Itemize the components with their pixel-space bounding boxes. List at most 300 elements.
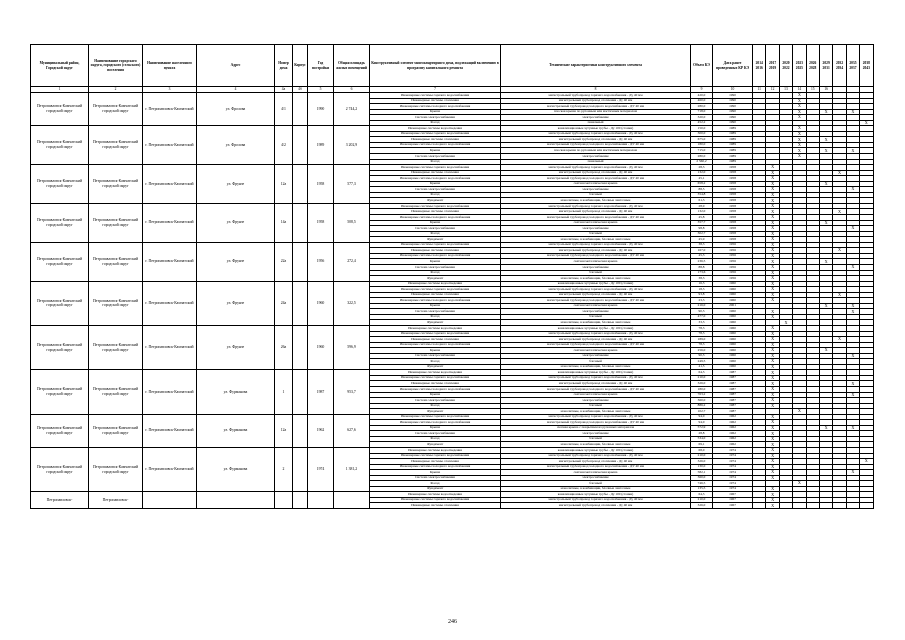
- column-header: 2038 2043: [860, 45, 873, 87]
- characteristic-cell: канализационные чугунные трубы - Ду 100 (стояки): [501, 448, 691, 454]
- element-cell: Фасад: [370, 403, 501, 409]
- repair-date-cell: 1958: [713, 187, 753, 193]
- column-header: 2014 2016: [753, 45, 766, 87]
- volume-cell: 216,0: [691, 303, 713, 309]
- element-cell: Система электроснабжения: [370, 431, 501, 437]
- period-mark-cell: X: [766, 442, 779, 448]
- repair-date-cell: 1960: [713, 342, 753, 348]
- volume-cell: 210,0: [691, 497, 713, 503]
- column-number: 4а: [275, 87, 293, 93]
- element-cell: Инженерные системы водоотведения: [370, 281, 501, 287]
- element-cell: Инженерные системы горячего водоснабжения: [370, 497, 501, 503]
- column-number: 14: [793, 87, 806, 93]
- element-cell: Инженерные системы отопления: [370, 209, 501, 215]
- repair-date-cell: 1958: [713, 215, 753, 221]
- characteristic-cell: магистральный трубопровод отопления - Дү 40 мм: [501, 337, 691, 343]
- repair-date-cell: 1958: [713, 231, 753, 237]
- element-cell: Инженерные системы холодного водоснабжения: [370, 298, 501, 304]
- column-header: Муниципальный район, Городской округ: [31, 45, 89, 87]
- volume-cell: 173,6: [691, 270, 713, 276]
- period-mark-cell: X: [766, 342, 779, 348]
- table-body: [31, 93, 874, 509]
- volume-cell: 90,3: [691, 309, 713, 315]
- settlement-cell: Петропавловск-Камчатский городской округ: [89, 325, 143, 369]
- building-cell: [293, 492, 308, 509]
- volume-cell: 45,3: [691, 253, 713, 259]
- repair-date-cell: 1960: [713, 337, 753, 343]
- repair-date-cell: 1987: [713, 386, 753, 392]
- building-cell: [293, 93, 308, 126]
- period-mark-cell: X: [819, 259, 832, 265]
- district-cell: Петропавловск-Камчатский городской округ: [31, 281, 89, 325]
- volume-cell: 675,0: [691, 137, 713, 143]
- register-table: [30, 44, 874, 509]
- period-mark-cell: X: [819, 220, 832, 226]
- settlement-cell: Петропавловск-Камчатский городской округ: [89, 370, 143, 414]
- characteristic-cell: скатная металлическая крыша: [501, 348, 691, 354]
- volume-cell: 94,0: [691, 420, 713, 426]
- element-cell: Крыша: [370, 259, 501, 265]
- period-mark-cell: X: [793, 115, 806, 121]
- build-year-cell: 1989: [308, 126, 334, 165]
- period-mark-cell: X: [766, 248, 779, 254]
- column-number: 2: [89, 87, 143, 93]
- characteristic-cell: монолитные, в комбинации, блочные ленточные: [501, 409, 691, 415]
- period-mark-cell: X: [766, 459, 779, 465]
- build-year-cell: 1962: [308, 414, 334, 447]
- period-mark-cell: X: [766, 215, 779, 221]
- element-cell: Инженерные системы горячего водоснабжения: [370, 453, 501, 459]
- column-header: 2020 2022: [779, 45, 792, 87]
- repair-date-cell: 1956: [713, 276, 753, 282]
- column-header: 2026 2028: [806, 45, 819, 87]
- element-cell: Фасад: [370, 231, 501, 237]
- characteristic-cell: магистральный трубопровод горячего водоснабжения - Дү 40 мм: [501, 203, 691, 209]
- column-number: 11: [753, 87, 766, 93]
- volume-cell: 38,3: [691, 276, 713, 282]
- period-mark-cell: X: [766, 198, 779, 204]
- repair-date-cell: 1974: [713, 459, 753, 465]
- element-cell: Фундамент: [370, 198, 501, 204]
- repair-date-cell: 1962: [713, 436, 753, 442]
- volume-cell: 452,2: [691, 120, 713, 126]
- column-header: Год постройки: [308, 45, 334, 87]
- street-cell: ул. Фрунзе: [197, 203, 275, 242]
- volume-cell: 28,8: [691, 431, 713, 437]
- characteristic-cell: блочный: [501, 192, 691, 198]
- period-mark-cell: X: [846, 470, 859, 476]
- repair-date-cell: 1989: [713, 154, 753, 160]
- street-cell: ул. Фрунзе: [197, 325, 275, 369]
- period-mark-cell: X: [833, 170, 846, 176]
- column-header: Дата ранее проведенных КР КЭ: [713, 45, 753, 87]
- column-header: Адрес: [197, 45, 275, 87]
- element-cell: Фундамент: [370, 320, 501, 326]
- column-number: 9: [691, 87, 713, 93]
- living-area-cell: 508,5: [334, 203, 370, 242]
- volume-cell: 18,3: [691, 287, 713, 293]
- repair-date-cell: 1958: [713, 226, 753, 232]
- element-cell: Крыша: [370, 181, 501, 187]
- volume-cell: 69,1: [691, 442, 713, 448]
- characteristic-cell: магистральный трубопровод горячего водоснабжения - Дү 40 мм: [501, 331, 691, 337]
- element-cell: Система электроснабжения: [370, 187, 501, 193]
- element-cell: Инженерные системы водоотведения: [370, 492, 501, 498]
- page-number: 246: [448, 619, 457, 625]
- repair-date-cell: 1960: [713, 325, 753, 331]
- volume-cell: 45,9: [691, 237, 713, 243]
- element-cell: Инженерные системы водоотведения: [370, 325, 501, 331]
- period-mark-cell: X: [766, 325, 779, 331]
- period-mark-cell: X: [766, 348, 779, 354]
- volume-cell: 420,0: [691, 93, 713, 99]
- volume-cell: 23,3: [691, 298, 713, 304]
- element-cell: Фасад: [370, 314, 501, 320]
- repair-date-cell: 1960: [713, 359, 753, 365]
- repair-date-cell: 1956: [713, 253, 753, 259]
- repair-date-cell: 1956: [713, 264, 753, 270]
- element-cell: Инженерные системы отопления: [370, 337, 501, 343]
- characteristic-cell: магистральный трубопровод отопления - Дү 40 мм: [501, 98, 691, 104]
- element-cell: Инженерные системы холодного водоснабжения: [370, 420, 501, 426]
- repair-date-cell: 1958: [713, 209, 753, 215]
- district-cell: Петропавловск-Камчатский городской округ: [31, 370, 89, 414]
- repair-date-cell: 1956: [713, 259, 753, 265]
- period-mark-cell: X: [793, 109, 806, 115]
- district-cell: Петропавловск-Камчатский городской округ: [31, 165, 89, 204]
- element-cell: Система электроснабжения: [370, 226, 501, 232]
- period-mark-cell: X: [793, 131, 806, 137]
- period-mark-cell: X: [766, 259, 779, 265]
- volume-cell: 236,5: [691, 259, 713, 265]
- volume-cell: 718,0: [691, 109, 713, 115]
- house-number-cell: 4/1: [275, 93, 293, 126]
- characteristic-cell: магистральный трубопровод отопления - Дү 40 мм: [501, 503, 691, 509]
- build-year-cell: 1974: [308, 448, 334, 492]
- column-number: 3: [143, 87, 197, 93]
- characteristic-cell: магистральный трубопровод горячего водоснабжения - Дү 40 мм: [501, 242, 691, 248]
- building-cell: [293, 325, 308, 369]
- house-number-cell: 26а: [275, 325, 293, 369]
- period-mark-cell: X: [766, 231, 779, 237]
- period-mark-cell: X: [846, 392, 859, 398]
- district-cell: Петропавловск-Камчатский городской округ: [31, 414, 89, 447]
- column-header: Технические характеристики конструктивного элемента: [501, 45, 691, 87]
- column-number: 6: [334, 87, 370, 93]
- repair-date-cell: 1974: [713, 470, 753, 476]
- living-area-cell: 577,3: [334, 165, 370, 204]
- characteristic-cell: панельный: [501, 159, 691, 165]
- repair-date-cell: 1974: [713, 486, 753, 492]
- living-area-cell: 1 381,2: [334, 448, 370, 492]
- period-mark-cell: X: [766, 170, 779, 176]
- characteristic-cell: магистральный трубопровод горячего водоснабжения - Дү 40 мм: [501, 131, 691, 137]
- volume-cell: 135,5: [691, 486, 713, 492]
- period-mark-cell: X: [766, 187, 779, 193]
- repair-date-cell: 1990: [713, 93, 753, 99]
- build-year-cell: 1958: [308, 203, 334, 242]
- volume-cell: 78,3: [691, 325, 713, 331]
- period-mark-cell: X: [766, 353, 779, 359]
- period-mark-cell: X: [766, 370, 779, 376]
- period-mark-cell: X: [766, 503, 779, 509]
- volume-cell: 210,0: [691, 453, 713, 459]
- period-mark-cell: X: [819, 348, 832, 354]
- build-year-cell: 1958: [308, 165, 334, 204]
- repair-date-cell: 1967: [713, 492, 753, 498]
- house-number-cell: 22а: [275, 242, 293, 281]
- element-cell: Фундамент: [370, 237, 501, 243]
- characteristic-cell: магистральный трубопровод горячего водоснабжения - Дү 40 мм: [501, 93, 691, 99]
- volume-cell: 61,3: [691, 198, 713, 204]
- repair-date-cell: 1958: [713, 165, 753, 171]
- volume-cell: 16,3: [691, 281, 713, 287]
- characteristic-cell: скатная металлическая крыша: [501, 181, 691, 187]
- volume-cell: 300,0: [691, 131, 713, 137]
- element-cell: Инженерные системы водоотведения: [370, 370, 501, 376]
- volume-cell: 88,8: [691, 264, 713, 270]
- living-area-cell: 322,5: [334, 281, 370, 325]
- period-mark-cell: X: [779, 320, 792, 326]
- street-cell: ул. Фролова: [197, 93, 275, 126]
- volume-cell: 41,5: [691, 364, 713, 370]
- house-number-cell: 14а: [275, 203, 293, 242]
- period-mark-cell: X: [793, 148, 806, 154]
- characteristic-cell: электроснабжение: [501, 353, 691, 359]
- characteristic-cell: скатная металлическая крыша: [501, 303, 691, 309]
- element-cell: Крыша: [370, 348, 501, 354]
- period-mark-cell: X: [833, 337, 846, 343]
- period-mark-cell: X: [846, 109, 859, 115]
- column-header: Общая площадь жилых помещений: [334, 45, 370, 87]
- volume-cell: 180,0: [691, 142, 713, 148]
- district-cell: Петропавловск-Камчатский городской округ: [31, 126, 89, 165]
- repair-date-cell: 1989: [713, 148, 753, 154]
- column-number: 16: [819, 87, 832, 93]
- repair-date-cell: 1990: [713, 104, 753, 110]
- volume-cell: 572,9: [691, 425, 713, 431]
- building-cell: [293, 370, 308, 414]
- repair-date-cell: 1960: [713, 364, 753, 370]
- characteristic-cell: скатная металлическая крыша: [501, 220, 691, 226]
- element-cell: Инженерные системы отопления: [370, 137, 501, 143]
- period-mark-cell: X: [833, 292, 846, 298]
- period-mark-cell: X: [766, 165, 779, 171]
- column-number: 4: [197, 87, 275, 93]
- period-mark-cell: X: [766, 264, 779, 270]
- characteristic-cell: канализационные чугунные трубы - Ду 100 (стояки): [501, 370, 691, 376]
- period-mark-cell: X: [766, 420, 779, 426]
- repair-date-cell: 1987: [713, 403, 753, 409]
- characteristic-cell: канализационные чугунные трубы - Ду 100 (стояки): [501, 325, 691, 331]
- characteristic-cell: магистральный трубопровод отопления - Дү 40 мм: [501, 248, 691, 254]
- settlement-cell: Петропавловск-: [89, 492, 143, 509]
- element-cell: Система электроснабжения: [370, 353, 501, 359]
- characteristic-cell: электроснабжение: [501, 115, 691, 121]
- volume-cell: 167,0: [691, 248, 713, 254]
- period-mark-cell: X: [793, 137, 806, 143]
- volume-cell: 90,3: [691, 353, 713, 359]
- repair-date-cell: 1960: [713, 298, 753, 304]
- volume-cell: 28,3: [691, 165, 713, 171]
- period-mark-cell: X: [793, 126, 806, 132]
- repair-date-cell: 1974: [713, 475, 753, 481]
- column-header: Корпус: [293, 45, 308, 87]
- characteristic-cell: электроснабжение: [501, 431, 691, 437]
- build-year-cell: 1960: [308, 281, 334, 325]
- characteristic-cell: блочный: [501, 436, 691, 442]
- characteristic-cell: магистральный трубопровод горячего водоснабжения - Дү 40 мм: [501, 414, 691, 420]
- volume-cell: 280,0: [691, 104, 713, 110]
- locality-cell: г. Петропавловск-Камчатский: [143, 325, 197, 369]
- characteristic-cell: канализационные чугунные трубы - Ду 100 (стояки): [501, 281, 691, 287]
- column-header: Наименование населенного пункта: [143, 45, 197, 87]
- house-number-cell: 12а: [275, 414, 293, 447]
- period-mark-cell: X: [819, 181, 832, 187]
- element-cell: Фундамент: [370, 486, 501, 492]
- characteristic-cell: электроснабжение: [501, 309, 691, 315]
- element-cell: Инженерные системы отопления: [370, 248, 501, 254]
- repair-date-cell: 1960: [713, 287, 753, 293]
- repair-date-cell: 1989: [713, 126, 753, 132]
- characteristic-cell: магистральный трубопровод отопления - Дү 40 мм: [501, 170, 691, 176]
- period-mark-cell: X: [766, 375, 779, 381]
- house-number-cell: 12а: [275, 165, 293, 204]
- volume-cell: 210,0: [691, 375, 713, 381]
- element-cell: Инженерные системы холодного водоснабжения: [370, 215, 501, 221]
- period-mark-cell: X: [846, 264, 859, 270]
- volume-cell: 715,0: [691, 148, 713, 154]
- volume-cell: 130,0: [691, 464, 713, 470]
- column-header: 2023 2025: [793, 45, 806, 87]
- volume-cell: 28,9: [691, 203, 713, 209]
- volume-cell: 45,1: [691, 176, 713, 182]
- column-number: 4б: [293, 87, 308, 93]
- period-mark-cell: [846, 503, 859, 509]
- repair-date-cell: 1962: [713, 420, 753, 426]
- column-number: 5: [308, 87, 334, 93]
- locality-cell: г. Петропавловск-Камчатский: [143, 165, 197, 204]
- volume-cell: 180,0: [691, 386, 713, 392]
- settlement-cell: Петропавловск-Камчатский городской округ: [89, 203, 143, 242]
- element-cell: Инженерные системы холодного водоснабжения: [370, 142, 501, 148]
- characteristic-cell: плоская крыша по рулонным или мастичным материалам: [501, 109, 691, 115]
- locality-cell: г. Петропавловск-Камчатский: [143, 93, 197, 126]
- column-header: 2032 2034: [833, 45, 846, 87]
- house-number-cell: 24а: [275, 281, 293, 325]
- period-mark-cell: X: [766, 270, 779, 276]
- element-cell: Система электроснабжения: [370, 115, 501, 121]
- build-year-cell: 1987: [308, 370, 334, 414]
- period-mark-cell: X: [766, 359, 779, 365]
- street-cell: ул. Фролова: [197, 126, 275, 165]
- period-mark-cell: X: [766, 192, 779, 198]
- characteristic-cell: монолитные, в комбинации, блочные ленточные: [501, 198, 691, 204]
- street-cell: [197, 492, 275, 509]
- period-mark-cell: X: [766, 431, 779, 437]
- characteristic-cell: блочный: [501, 403, 691, 409]
- locality-cell: г. Петропавловск-Камчатский: [143, 370, 197, 414]
- repair-date-cell: 1956: [713, 248, 753, 254]
- characteristic-cell: магистральный трубопровод отопления - Дү 40 мм: [501, 381, 691, 387]
- volume-cell: 33,3: [691, 320, 713, 326]
- period-mark-cell: X: [766, 220, 779, 226]
- table-header: [31, 45, 874, 93]
- volume-cell: 354,8: [691, 192, 713, 198]
- element-cell: Инженерные системы отопления: [370, 292, 501, 298]
- element-cell: Инженерные системы отопления: [370, 170, 501, 176]
- district-cell: Петропавловск-Камчатский городской округ: [31, 325, 89, 369]
- column-number: 7: [370, 87, 501, 93]
- house-number-cell: [275, 492, 293, 509]
- period-mark-cell: [819, 503, 832, 509]
- column-number: 13: [779, 87, 792, 93]
- building-cell: [293, 281, 308, 325]
- volume-cell: 64,3: [691, 370, 713, 376]
- period-mark-cell: X: [819, 425, 832, 431]
- volume-cell: 357,7: [691, 220, 713, 226]
- characteristic-cell: магистральный трубопровод горячего водоснабжения - Дү 40 мм: [501, 375, 691, 381]
- element-cell: Фундамент: [370, 364, 501, 370]
- period-mark-cell: X: [793, 104, 806, 110]
- locality-cell: г. Петропавловск-Камчатский: [143, 281, 197, 325]
- living-area-cell: 2 744,2: [334, 93, 370, 126]
- volume-cell: 78,3: [691, 331, 713, 337]
- repair-date-cell: 1962: [713, 425, 753, 431]
- element-cell: Инженерные системы горячего водоснабжения: [370, 131, 501, 137]
- period-mark-cell: X: [766, 464, 779, 470]
- column-number: 15: [806, 87, 819, 93]
- period-mark-cell: X: [766, 436, 779, 442]
- characteristic-cell: панельный: [501, 120, 691, 126]
- locality-cell: [143, 492, 197, 509]
- period-mark-cell: X: [766, 414, 779, 420]
- element-cell: Фундамент: [370, 409, 501, 415]
- street-cell: ул. Фурманова: [197, 414, 275, 447]
- settlement-cell: Петропавловск-Камчатский городской округ: [89, 242, 143, 281]
- characteristic-cell: электроснабжение: [501, 187, 691, 193]
- period-mark-cell: X: [766, 425, 779, 431]
- characteristic-cell: магистральный трубопровод холодного водоснабжения - ДУ 40 мм: [501, 464, 691, 470]
- characteristic-cell: электроснабжение: [501, 264, 691, 270]
- volume-cell: 326,0: [691, 503, 713, 509]
- living-area-cell: 596,9: [334, 325, 370, 369]
- element-cell: Система электроснабжения: [370, 154, 501, 160]
- characteristic-cell: монолитные, в комбинации, блочные ленточные: [501, 237, 691, 243]
- period-mark-cell: X: [793, 409, 806, 415]
- characteristic-cell: канализационные чугунные трубы - Ду 100 (стояки): [501, 492, 691, 498]
- characteristic-cell: скатная металлическая крыша: [501, 470, 691, 476]
- characteristic-cell: электроснабжение: [501, 226, 691, 232]
- element-cell: Система электроснабжения: [370, 264, 501, 270]
- repair-date-cell: 1962: [713, 442, 753, 448]
- living-area-cell: 3 202,9: [334, 126, 370, 165]
- column-header: Объем КЭ: [691, 45, 713, 87]
- period-mark-cell: X: [846, 303, 859, 309]
- repair-date-cell: 1956: [713, 270, 753, 276]
- period-mark-cell: X: [766, 364, 779, 370]
- period-mark-cell: X: [766, 386, 779, 392]
- repair-date-cell: 1987: [713, 392, 753, 398]
- settlement-cell: Петропавловск-Камчатский городской округ: [89, 126, 143, 165]
- period-mark-cell: X: [766, 292, 779, 298]
- repair-date-cell: 1960: [713, 281, 753, 287]
- locality-cell: г. Петропавловск-Камчатский: [143, 242, 197, 281]
- element-cell: Инженерные системы холодного водоснабжения: [370, 386, 501, 392]
- repair-date-cell: 1990: [713, 120, 753, 126]
- period-mark-cell: X: [766, 276, 779, 282]
- period-mark-cell: X: [766, 398, 779, 404]
